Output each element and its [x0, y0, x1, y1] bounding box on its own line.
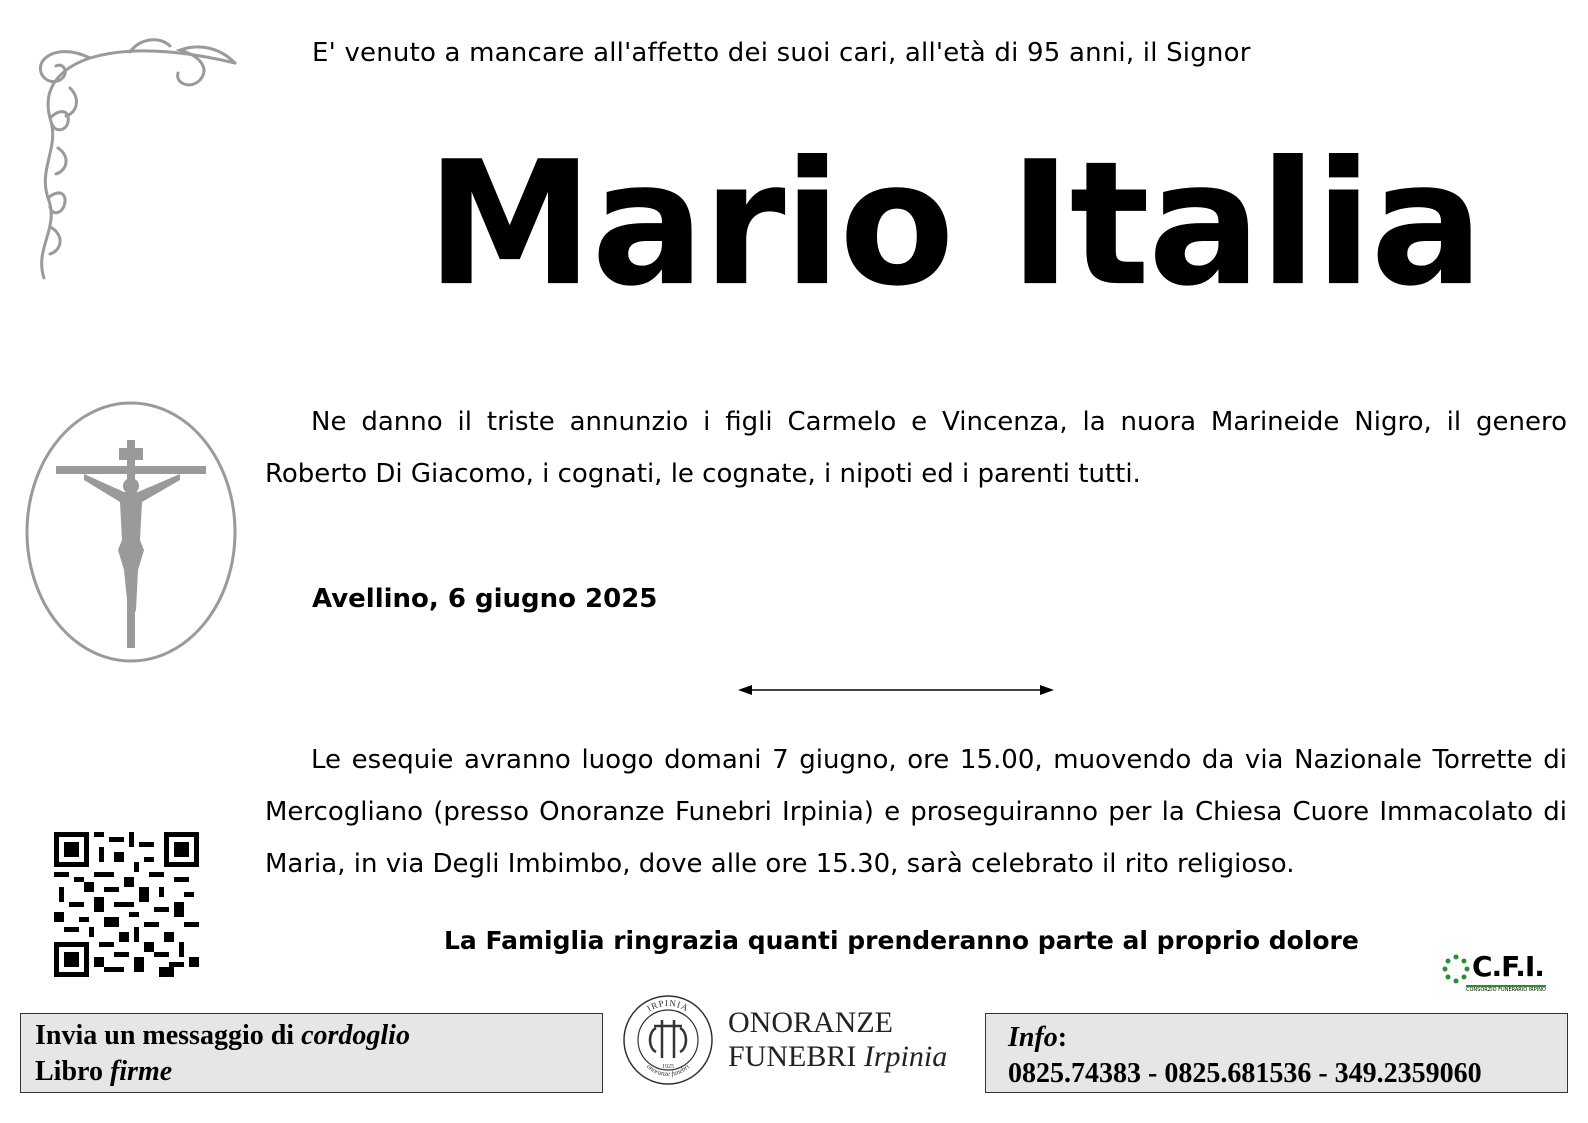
- condolence-link[interactable]: Invia un messaggio di cordoglio: [35, 1020, 410, 1051]
- thanks-text: La Famiglia ringrazia quanti prenderanno parte al proprio dolore: [444, 926, 1359, 955]
- condolence-box[interactable]: [20, 1013, 603, 1093]
- funeral-paragraph: Le esequie avranno luogo domani 7 giugno, ore 15.00, muovendo da via Nazionale Torrette di Mercogliano (presso Onoranze Funebri Irpinia) e proseguiranno per la Chiesa Cuore Immacolato di Maria, in via Degli Imbimbo, dove alle ore 15.30, sarà celebrato il rito religioso.: [265, 745, 1567, 879]
- cfi-subtitle: CONSORZIO FUNERARIO IRPINO: [1466, 987, 1546, 993]
- phone-numbers[interactable]: 0825.74383 - 0825.681536 - 349.2359060: [1008, 1058, 1482, 1089]
- qr-code-icon[interactable]: [54, 832, 199, 977]
- funeral-home-seal-icon: [620, 992, 716, 1088]
- seal-bottom-text: onoranze funebri: [645, 1062, 691, 1079]
- seal-top-text: IRPINIA: [645, 997, 691, 1014]
- place-date: Avellino, 6 giugno 2025: [312, 584, 658, 614]
- svg-text:IRPINIA: [645, 998, 691, 1014]
- intro-text: E' venuto a mancare all'affetto dei suoi cari, all'età di 95 anni, il Signor: [312, 38, 1251, 68]
- info-label: Info:: [1008, 1022, 1068, 1053]
- cfi-dots-icon: [1442, 954, 1470, 984]
- deceased-name: Mario Italia: [426, 124, 1482, 324]
- guestbook-link[interactable]: Libro firme: [35, 1056, 173, 1087]
- info-box: [985, 1013, 1568, 1093]
- cfi-logo-text: C.F.I.: [1472, 950, 1544, 983]
- crucifix-icon: [24, 400, 238, 665]
- announcement-paragraph: Ne danno il triste annunzio i figli Carmelo e Vincenza, la nuora Marineide Nigro, il genero Roberto Di Giacomo, i cognati, le cognate, i nipoti ed i parenti tutti.: [265, 407, 1567, 489]
- seal-year: 1925: [662, 1064, 674, 1070]
- cfi-logo: [1442, 950, 1546, 998]
- funeral-home-name: ONORANZE FUNEBRI Irpinia: [728, 1006, 948, 1073]
- double-arrow-icon: [736, 682, 1056, 698]
